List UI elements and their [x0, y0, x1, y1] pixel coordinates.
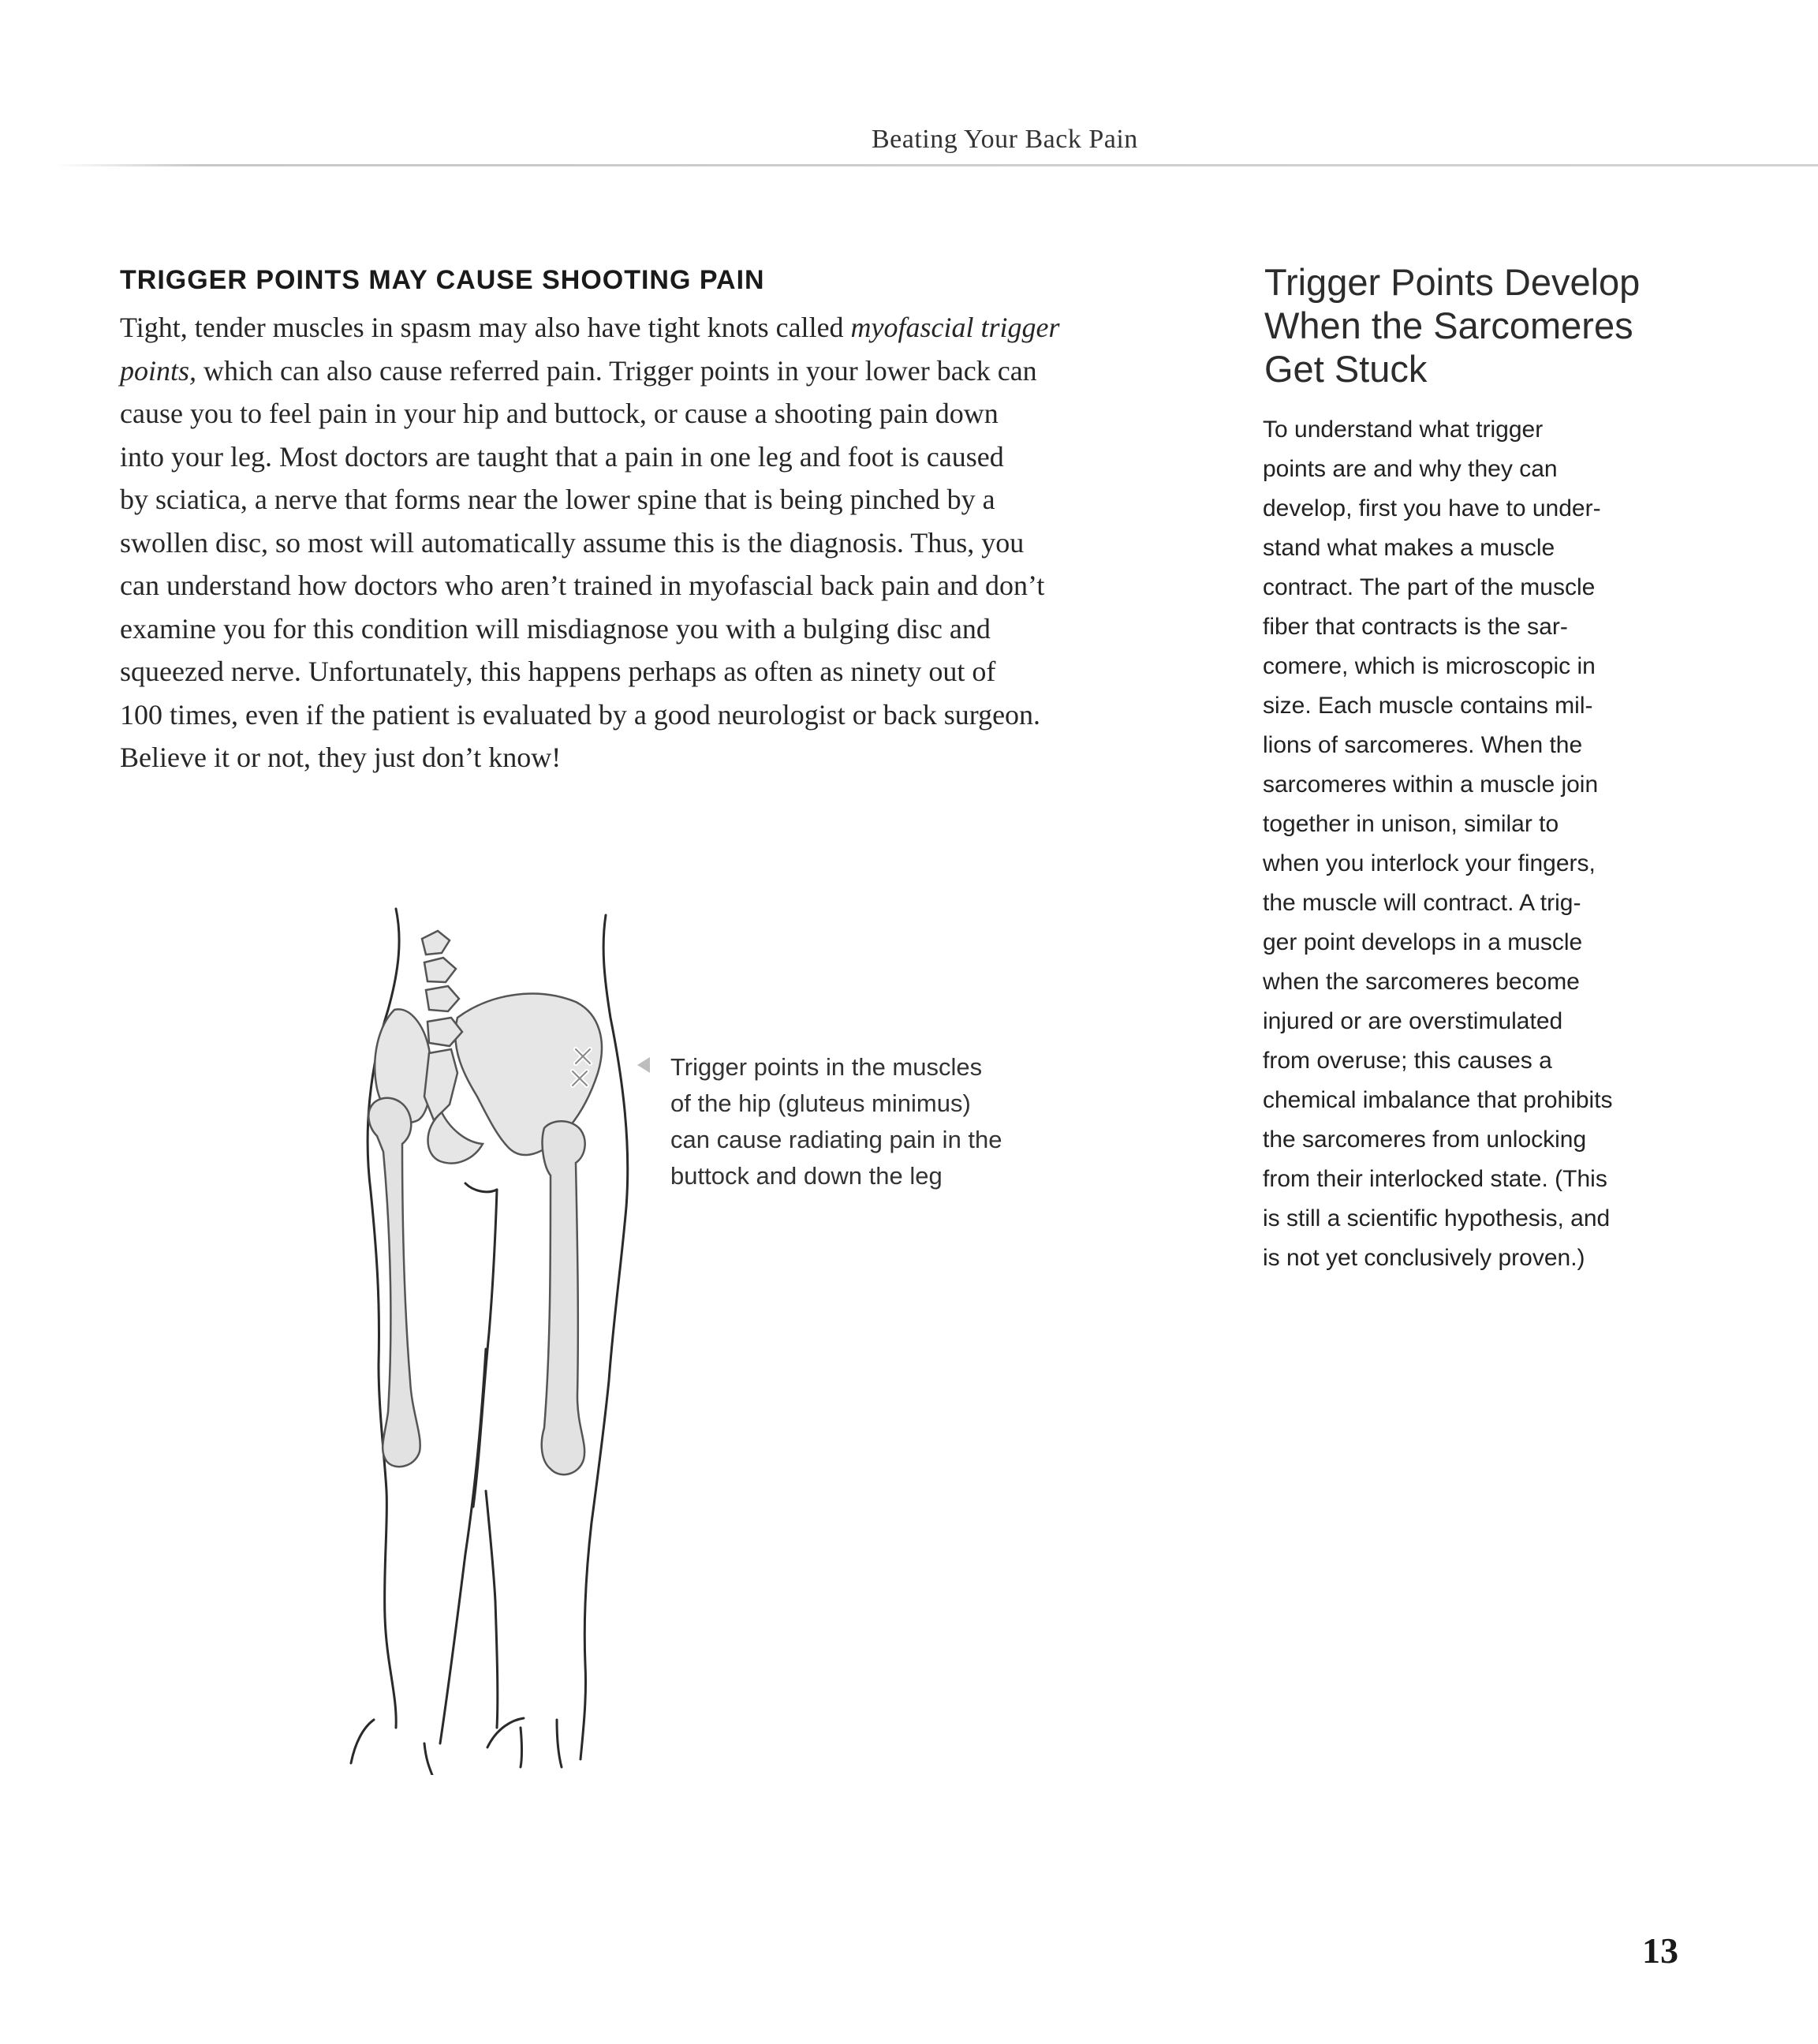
sidebar-line: contract. The part of the muscle	[1263, 574, 1596, 600]
header-rule	[55, 164, 1818, 166]
sidebar-paragraph	[1263, 410, 1704, 1278]
body-line: swollen disc, so most will automatically assume this is the diagnosis. Thus, you	[120, 526, 1025, 559]
body-line: points, which can also cause referred pain. Trigger points in your lower back can	[120, 354, 1037, 387]
body-line: Tight, tender muscles in spasm may also have tight knots called myofascial trigger	[120, 312, 1060, 343]
caption-line: Trigger points in the muscles	[670, 1053, 983, 1081]
caption-line: of the hip (gluteus minimus)	[670, 1089, 971, 1117]
sidebar-line: is not yet conclusively proven.)	[1263, 1245, 1585, 1271]
sidebar-line: from their interlocked state. (This	[1263, 1166, 1607, 1192]
sidebar-line: fiber that contracts is the sar-	[1263, 614, 1568, 640]
section-heading: TRIGGER POINTS MAY CAUSE SHOOTING PAIN	[120, 265, 765, 295]
sidebar-title-line: Trigger Points Develop	[1264, 261, 1641, 303]
body-line: squeezed nerve. Unfortunately, this happens perhaps as often as ninety out of	[120, 656, 996, 687]
sidebar-title	[1264, 260, 1706, 390]
sidebar-title-line: When the Sarcomeres	[1264, 305, 1633, 346]
sidebar-line: is still a scientific hypothesis, and	[1263, 1205, 1611, 1231]
caption-line: buttock and down the leg	[670, 1162, 943, 1190]
figure-caption	[670, 1049, 1041, 1194]
body-line: Believe it or not, they just don’t know!	[120, 742, 562, 773]
sidebar-line: when the sarcomeres become	[1263, 969, 1580, 995]
sidebar-line: lions of sarcomeres. When the	[1263, 732, 1583, 758]
sidebar-line: ger point develops in a muscle	[1263, 929, 1583, 955]
sidebar-line: comere, which is microscopic in	[1263, 653, 1596, 679]
sidebar-line: chemical imbalance that prohibits	[1263, 1087, 1613, 1113]
sidebar-line: sarcomeres within a muscle join	[1263, 772, 1599, 798]
body-line: 100 times, even if the patient is evaluated by a good neurologist or back surgeon.	[120, 698, 1041, 731]
hip-anatomy-illustration	[347, 891, 663, 1775]
sidebar-line: size. Each muscle contains mil-	[1263, 693, 1593, 719]
sidebar-line: the muscle will contract. A trig-	[1263, 890, 1581, 916]
sidebar-line: points are and why they can	[1263, 456, 1558, 482]
sidebar-title-line: Get Stuck	[1264, 348, 1428, 390]
body-line: cause you to feel pain in your hip and buttock, or cause a shooting pain down	[120, 398, 999, 429]
running-header: Beating Your Back Pain	[872, 125, 1138, 154]
sidebar-line: To understand what trigger	[1263, 417, 1544, 443]
sidebar-line: when you interlock your fingers,	[1263, 850, 1596, 876]
sidebar-line: stand what makes a muscle	[1263, 535, 1555, 561]
body-paragraph	[120, 306, 1177, 779]
page-number: 13	[1642, 1930, 1678, 1971]
sidebar-line: injured or are overstimulated	[1263, 1008, 1563, 1034]
body-line: into your leg. Most doctors are taught that a pain in one leg and foot is caused	[120, 440, 1004, 473]
body-line: examine you for this condition will misdiagnose you with a bulging disc and	[120, 612, 991, 645]
sidebar-line: the sarcomeres from unlocking	[1263, 1127, 1587, 1153]
sidebar-line: from overuse; this causes a	[1263, 1048, 1552, 1074]
caption-line: can cause radiating pain in the	[670, 1126, 1002, 1153]
body-line: by sciatica, a nerve that forms near the lower spine that is being pinched by a	[120, 484, 995, 515]
caption-pointer-icon	[637, 1057, 650, 1073]
sidebar-line: develop, first you have to under-	[1263, 495, 1601, 521]
body-line: can understand how doctors who aren’t trained in myofascial back pain and don’t	[120, 570, 1045, 601]
sidebar-line: together in unison, similar to	[1263, 811, 1559, 837]
